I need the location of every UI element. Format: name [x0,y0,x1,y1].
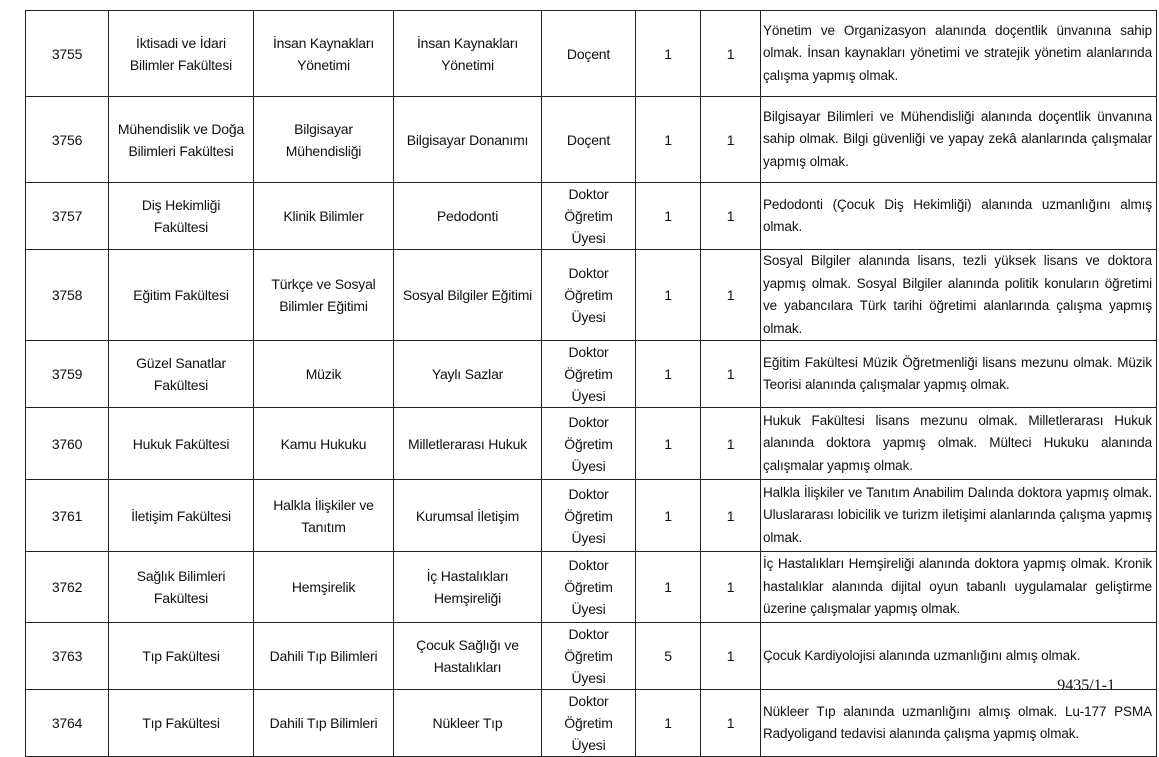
department-cell: Müzik [254,341,394,408]
title-cell: Doktor Öğretim Üyesi [542,480,636,552]
degree-count-cell: 1 [701,552,761,623]
division-cell: Bilgisayar Donanımı [394,97,542,183]
position-number: 3761 [26,480,109,552]
title-cell: Doktor Öğretim Üyesi [542,408,636,480]
department-cell: Halkla İlişkiler ve Tanıtım [254,480,394,552]
faculty-cell: Hukuk Fakültesi [109,408,254,480]
requirements-cell: Bilgisayar Bilimleri ve Mühendisliği alanında doçentlik ünvanına sahip olmak. Bilgi güvenliği ve yapay zekâ alanlarında çalışmalar yapmış olmak. [761,97,1157,183]
count-cell: 1 [636,480,701,552]
table-row [26,250,1157,341]
table-row [26,97,1157,183]
position-number: 3760 [26,408,109,480]
position-number: 3759 [26,341,109,408]
degree-count-cell: 1 [701,690,761,757]
count-cell: 1 [636,690,701,757]
requirements-cell: Nükleer Tıp alanında uzmanlığını almış olmak. Lu-177 PSMA Radyoligand tedavisi alanında çalışma yapmış olmak. [761,690,1157,757]
position-number: 3763 [26,623,109,690]
degree-count-cell: 1 [701,11,761,97]
degree-count-cell: 1 [701,183,761,250]
requirements-cell: Yönetim ve Organizasyon alanında doçentlik ünvanına sahip olmak. İnsan kaynakları yönetimi ve stratejik yönetim alanlarında çalışma yapmış olmak. [761,11,1157,97]
count-cell: 1 [636,97,701,183]
department-cell: Türkçe ve Sosyal Bilimler Eğitimi [254,250,394,341]
table-body [26,11,1157,757]
count-cell: 1 [636,250,701,341]
position-number: 3758 [26,250,109,341]
faculty-cell: Tıp Fakültesi [109,623,254,690]
degree-count-cell: 1 [701,250,761,341]
division-cell: İnsan Kaynakları Yönetimi [394,11,542,97]
faculty-cell: Güzel Sanatlar Fakültesi [109,341,254,408]
title-cell: Doçent [542,11,636,97]
table-row [26,183,1157,250]
title-cell: Doktor Öğretim Üyesi [542,623,636,690]
title-cell: Doktor Öğretim Üyesi [542,250,636,341]
table-row [26,690,1157,757]
requirements-cell: Halkla İlişkiler ve Tanıtım Anabilim Dalında doktora yapmış olmak. Uluslararası lobicilik ve turizm iletişimi alanlarında çalışma yapmış olmak. [761,480,1157,552]
division-cell: Yaylı Sazlar [394,341,542,408]
department-cell: Hemşirelik [254,552,394,623]
positions-table [25,10,1157,757]
table-row [26,480,1157,552]
department-cell: Klinik Bilimler [254,183,394,250]
faculty-cell: Tıp Fakültesi [109,690,254,757]
department-cell: Kamu Hukuku [254,408,394,480]
division-cell: Çocuk Sağlığı ve Hastalıkları [394,623,542,690]
count-cell: 5 [636,623,701,690]
faculty-cell: Mühendislik ve Doğa Bilimleri Fakültesi [109,97,254,183]
requirements-cell: Çocuk Kardiyolojisi alanında uzmanlığını almış olmak. [761,623,1157,690]
requirements-cell: Pedodonti (Çocuk Diş Hekimliği) alanında uzmanlığını almış olmak. [761,183,1157,250]
division-cell: Nükleer Tıp [394,690,542,757]
department-cell: Dahili Tıp Bilimleri [254,690,394,757]
division-cell: İç Hastalıkları Hemşireliği [394,552,542,623]
division-cell: Sosyal Bilgiler Eğitimi [394,250,542,341]
title-cell: Doktor Öğretim Üyesi [542,183,636,250]
position-number: 3756 [26,97,109,183]
requirements-cell: Sosyal Bilgiler alanında lisans, tezli yüksek lisans ve doktora yapmış olmak. Sosyal Bilgiler alanında politik konuların öğretimi ve yabancılara Türk tarihi öğretimi alanlarında çalışma yapmış olmak. [761,250,1157,341]
division-cell: Pedodonti [394,183,542,250]
title-cell: Doktor Öğretim Üyesi [542,552,636,623]
faculty-cell: İletişim Fakültesi [109,480,254,552]
count-cell: 1 [636,11,701,97]
table-row [26,623,1157,690]
position-number: 3757 [26,183,109,250]
degree-count-cell: 1 [701,341,761,408]
table-row [26,341,1157,408]
department-cell: Bilgisayar Mühendisliği [254,97,394,183]
count-cell: 1 [636,408,701,480]
requirements-cell: İç Hastalıkları Hemşireliği alanında doktora yapmış olmak. Kronik hastalıklar alanında dijital oyun tabanlı uygulamalar geliştirme üzerine çalışmalar yapmış olmak. [761,552,1157,623]
faculty-cell: Sağlık Bilimleri Fakültesi [109,552,254,623]
faculty-cell: İktisadi ve İdari Bilimler Fakültesi [109,11,254,97]
division-cell: Milletlerarası Hukuk [394,408,542,480]
title-cell: Doçent [542,97,636,183]
requirements-cell: Eğitim Fakültesi Müzik Öğretmenliği lisans mezunu olmak. Müzik Teorisi alanında çalışmalar yapmış olmak. [761,341,1157,408]
count-cell: 1 [636,341,701,408]
page-code: 9435/1-1 [1057,677,1115,694]
faculty-cell: Eğitim Fakültesi [109,250,254,341]
degree-count-cell: 1 [701,408,761,480]
degree-count-cell: 1 [701,97,761,183]
department-cell: Dahili Tıp Bilimleri [254,623,394,690]
position-number: 3755 [26,11,109,97]
position-number: 3762 [26,552,109,623]
table-row [26,552,1157,623]
position-number: 3764 [26,690,109,757]
faculty-cell: Diş Hekimliği Fakültesi [109,183,254,250]
department-cell: İnsan Kaynakları Yönetimi [254,11,394,97]
title-cell: Doktor Öğretim Üyesi [542,690,636,757]
degree-count-cell: 1 [701,480,761,552]
count-cell: 1 [636,552,701,623]
requirements-cell: Hukuk Fakültesi lisans mezunu olmak. Milletlerarası Hukuk alanında doktora yapmış olmak. Mülteci Hukuku alanında çalışmalar yapmış olmak. [761,408,1157,480]
table-row [26,11,1157,97]
count-cell: 1 [636,183,701,250]
degree-count-cell: 1 [701,623,761,690]
title-cell: Doktor Öğretim Üyesi [542,341,636,408]
division-cell: Kurumsal İletişim [394,480,542,552]
table-row [26,408,1157,480]
